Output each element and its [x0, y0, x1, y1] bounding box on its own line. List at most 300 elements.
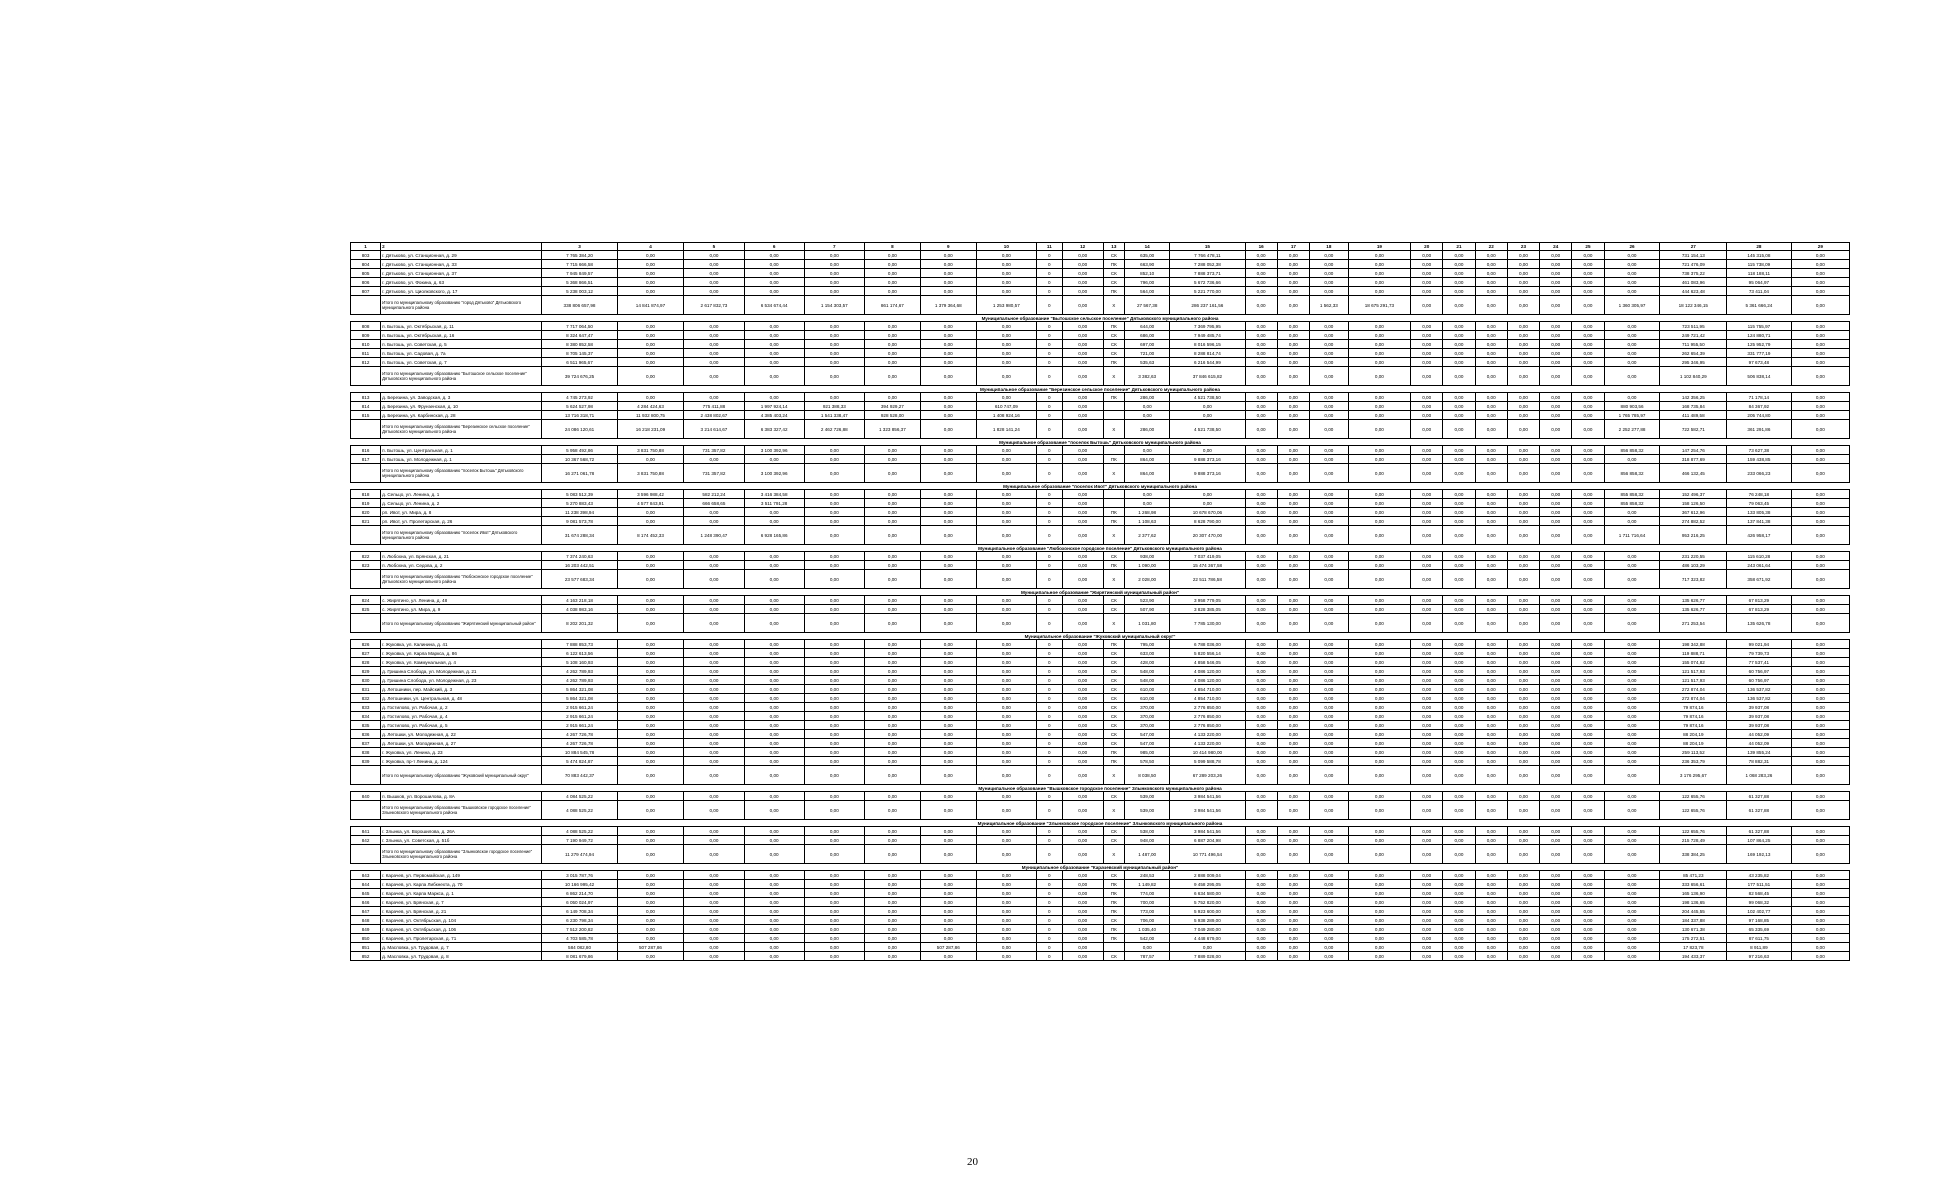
value-cell: 0,00 — [976, 517, 1036, 526]
value-cell: 0,00 — [1475, 420, 1507, 439]
value-cell: 0,00 — [976, 446, 1036, 455]
value-cell: 0,00 — [1540, 278, 1572, 287]
value-cell: 4 088 525,22 — [542, 827, 617, 836]
municipality-heading-row — [351, 864, 1850, 871]
value-cell: 0,00 — [1062, 907, 1103, 916]
value-cell: 0 — [1036, 561, 1062, 570]
value-cell: 0,00 — [920, 393, 976, 402]
value-cell: 0,00 — [1540, 766, 1572, 785]
value-cell: 0,00 — [976, 748, 1036, 757]
value-cell: 0,00 — [1310, 685, 1349, 694]
value-cell: 8 324 647,47 — [542, 331, 617, 340]
value-cell: 10 678 670,06 — [1170, 508, 1245, 517]
value-cell: 706,00 — [1125, 916, 1170, 925]
value-cell: 466 132,45 — [1660, 464, 1727, 483]
value-cell: 0,00 — [920, 251, 976, 260]
row-number-cell — [351, 526, 381, 545]
value-cell: 0,00 — [1310, 676, 1349, 685]
value-cell: 119 888,71 — [1660, 649, 1727, 658]
table-row — [351, 358, 1850, 367]
value-cell: 0,00 — [864, 367, 920, 386]
value-cell: 136 537,82 — [1727, 694, 1792, 703]
value-cell: 0,00 — [920, 658, 976, 667]
value-cell: 0,00 — [976, 907, 1036, 916]
value-cell: 0,00 — [1540, 757, 1572, 766]
value-cell: 1 541 338,47 — [804, 411, 864, 420]
table-row — [351, 508, 1850, 517]
value-cell: 0,00 — [1277, 517, 1309, 526]
value-cell: 0,00 — [1310, 952, 1349, 961]
value-cell: СК — [1103, 552, 1125, 561]
value-cell: 0,00 — [1443, 871, 1475, 880]
value-cell: 0,00 — [1443, 925, 1475, 934]
address-cell: Итого по муниципальному образованию "Злынковское городское поселение" Злынковского муниципального района — [381, 845, 542, 864]
value-cell: 0,00 — [1791, 464, 1849, 483]
value-cell: 4 267 726,78 — [542, 730, 617, 739]
value-cell: 0,00 — [976, 269, 1036, 278]
address-cell: Итого по муниципальному образованию "Бытошское сельское поселение" Дятьковского муниципального района — [381, 367, 542, 386]
value-cell: 0,00 — [1062, 287, 1103, 296]
value-cell: 0,00 — [684, 667, 744, 676]
value-cell: 0,00 — [1411, 898, 1443, 907]
value-cell: 0,00 — [684, 907, 744, 916]
value-cell: 0,00 — [1245, 730, 1277, 739]
value-cell: 0 — [1036, 605, 1062, 614]
row-number-cell: 809 — [351, 331, 381, 340]
value-cell: 0,00 — [1245, 694, 1277, 703]
value-cell: 0,00 — [864, 446, 920, 455]
table-row — [351, 649, 1850, 658]
row-number-cell: 815 — [351, 411, 381, 420]
value-cell: 5 624 527,98 — [542, 402, 617, 411]
value-cell: 0,00 — [617, 748, 684, 757]
value-cell: 0,00 — [1348, 836, 1410, 845]
value-cell: 717 323,82 — [1660, 570, 1727, 589]
value-cell: 535,63 — [1125, 358, 1170, 367]
value-cell: 0,00 — [684, 649, 744, 658]
value-cell: 0,00 — [1572, 331, 1604, 340]
value-cell: 3 596 988,42 — [617, 490, 684, 499]
value-cell: 22 — [1475, 243, 1507, 251]
value-cell: 0,00 — [1443, 712, 1475, 721]
value-cell: 0,00 — [1443, 667, 1475, 676]
value-cell: 0,00 — [1443, 757, 1475, 766]
value-cell: 0,00 — [1540, 446, 1572, 455]
value-cell: 1 154 303,57 — [804, 296, 864, 315]
value-cell: 0,00 — [1540, 570, 1572, 589]
value-cell: 0,00 — [1604, 685, 1660, 694]
value-cell: 0,00 — [1411, 278, 1443, 287]
value-cell: 4 262 789,93 — [542, 676, 617, 685]
value-cell: 723 511,95 — [1660, 322, 1727, 331]
value-cell: 0,00 — [920, 721, 976, 730]
table-row — [351, 676, 1850, 685]
value-cell: 0,00 — [1791, 880, 1849, 889]
value-cell: 82 568,45 — [1727, 889, 1792, 898]
value-cell: 0,00 — [1348, 721, 1410, 730]
value-cell: 0,00 — [1507, 331, 1539, 340]
value-cell: 0,00 — [1062, 296, 1103, 315]
value-cell: 0,00 — [1791, 845, 1849, 864]
value-cell: 0,00 — [1604, 721, 1660, 730]
value-cell: 2 915 661,24 — [542, 712, 617, 721]
value-cell: 0,00 — [1791, 269, 1849, 278]
value-cell: 272 874,04 — [1660, 694, 1727, 703]
address-cell: п. Бытошь, ул. Советская, д. 5 — [381, 340, 542, 349]
value-cell: 7 765 384,20 — [542, 251, 617, 260]
value-cell: 0,00 — [864, 393, 920, 402]
value-cell: 1 068 283,26 — [1727, 766, 1792, 785]
value-cell: 0,00 — [617, 596, 684, 605]
value-cell: 0,00 — [1170, 446, 1245, 455]
value-cell: СК — [1103, 827, 1125, 836]
value-cell: 0,00 — [1791, 490, 1849, 499]
value-cell: 4 858 546,05 — [1170, 658, 1245, 667]
value-cell: 0,00 — [1443, 393, 1475, 402]
value-cell: 0,00 — [1310, 570, 1349, 589]
value-cell: 145 315,08 — [1727, 251, 1792, 260]
value-cell: 0,00 — [1507, 801, 1539, 820]
value-cell: 0,00 — [976, 730, 1036, 739]
value-cell: 0,00 — [1277, 889, 1309, 898]
value-cell: 0,00 — [976, 766, 1036, 785]
value-cell: 0,00 — [1170, 943, 1245, 952]
value-cell: 0,00 — [1310, 925, 1349, 934]
value-cell: 0,00 — [1604, 331, 1660, 340]
value-cell: 0,00 — [744, 907, 804, 916]
value-cell: 0,00 — [1310, 331, 1349, 340]
value-cell: 1 253 980,57 — [976, 296, 1036, 315]
value-cell: 0,00 — [1411, 508, 1443, 517]
value-cell: 633,00 — [1125, 649, 1170, 658]
value-cell: 0,00 — [617, 792, 684, 801]
value-cell: 852,10 — [1125, 269, 1170, 278]
value-cell: 0,00 — [864, 880, 920, 889]
table-row — [351, 739, 1850, 748]
address-cell: 2 — [381, 243, 542, 251]
value-cell: 0,00 — [976, 943, 1036, 952]
value-cell: 5 221 770,00 — [1170, 287, 1245, 296]
table-row — [351, 836, 1850, 845]
value-cell: 0,00 — [1572, 889, 1604, 898]
value-cell: 0,00 — [1245, 358, 1277, 367]
value-cell: 0,00 — [1443, 411, 1475, 420]
municipality-heading-row — [351, 315, 1850, 322]
value-cell: 0,00 — [1475, 570, 1507, 589]
value-cell: 0,00 — [1443, 561, 1475, 570]
value-cell: 0,00 — [1540, 367, 1572, 386]
value-cell: 370,00 — [1125, 721, 1170, 730]
value-cell: 864,00 — [1125, 455, 1170, 464]
value-cell: 0,00 — [1277, 748, 1309, 757]
row-number-cell: 1 — [351, 243, 381, 251]
row-number-cell: 813 — [351, 393, 381, 402]
value-cell: 0,00 — [1411, 367, 1443, 386]
address-cell: г. Дятьково, ул. Станционная, д. 29 — [381, 251, 542, 260]
value-cell: 0,00 — [804, 455, 864, 464]
value-cell: 0,00 — [1507, 952, 1539, 961]
value-cell: 0,00 — [920, 703, 976, 712]
value-cell: 0,00 — [617, 358, 684, 367]
value-cell: СК — [1103, 916, 1125, 925]
value-cell: 0,00 — [864, 836, 920, 845]
value-cell: 0,00 — [976, 889, 1036, 898]
value-cell: 0,00 — [864, 721, 920, 730]
value-cell: 136 537,82 — [1727, 685, 1792, 694]
value-cell: 0,00 — [617, 694, 684, 703]
value-cell: 0,00 — [1475, 871, 1507, 880]
row-number-cell: 827 — [351, 649, 381, 658]
value-cell: 15 — [1170, 243, 1245, 251]
value-cell: 0,00 — [976, 916, 1036, 925]
value-cell: 0,00 — [1348, 358, 1410, 367]
address-cell: г. Жуковка, ул. Калинина, д. 41 — [381, 640, 542, 649]
value-cell: 0,00 — [1310, 943, 1349, 952]
value-cell: 0,00 — [1443, 952, 1475, 961]
value-cell: 0,00 — [1062, 827, 1103, 836]
row-number-cell: 806 — [351, 278, 381, 287]
value-cell: 0,00 — [1310, 596, 1349, 605]
address-cell: Итого по муниципальному образованию "поселок Ивот" Дятьковского муниципального района — [381, 526, 542, 545]
value-cell: 0,00 — [804, 561, 864, 570]
value-cell: СК — [1103, 667, 1125, 676]
value-cell: 0 — [1036, 757, 1062, 766]
value-cell: 0,00 — [1443, 517, 1475, 526]
value-cell: 0,00 — [684, 827, 744, 836]
table-row — [351, 411, 1850, 420]
value-cell: 159 438,85 — [1727, 455, 1792, 464]
address-cell: п. Любохна, ул. Брянская, д. 21 — [381, 552, 542, 561]
value-cell: 0,00 — [804, 658, 864, 667]
value-cell: 0,00 — [1310, 766, 1349, 785]
value-cell: 0,00 — [1604, 757, 1660, 766]
value-cell: 731 154,13 — [1660, 251, 1727, 260]
table-row — [351, 499, 1850, 508]
value-cell: 0 — [1036, 880, 1062, 889]
value-cell: 0,00 — [1604, 667, 1660, 676]
value-cell: 0,00 — [1245, 411, 1277, 420]
value-cell: 0,00 — [1411, 748, 1443, 757]
value-cell: 0,00 — [1411, 490, 1443, 499]
value-cell: 0,00 — [744, 925, 804, 934]
value-cell: 7 945 849,57 — [542, 269, 617, 278]
value-cell: 0,00 — [1062, 251, 1103, 260]
value-cell: 0,00 — [1277, 801, 1309, 820]
value-cell: 0,00 — [1572, 748, 1604, 757]
table-row — [351, 552, 1850, 561]
value-cell: 0,00 — [804, 269, 864, 278]
value-cell: 0,00 — [1245, 712, 1277, 721]
value-cell: 0,00 — [1540, 730, 1572, 739]
value-cell: 0,00 — [1791, 827, 1849, 836]
table-row — [351, 667, 1850, 676]
row-number-cell: 817 — [351, 455, 381, 464]
total-row — [351, 526, 1850, 545]
value-cell: 4 284 424,63 — [617, 402, 684, 411]
value-cell: 0,00 — [920, 952, 976, 961]
value-cell: 2 776 850,00 — [1170, 712, 1245, 721]
value-cell: 338 806 657,98 — [542, 296, 617, 315]
value-cell: 9 888 373,16 — [1170, 455, 1245, 464]
value-cell: 0,00 — [1277, 402, 1309, 411]
value-cell: 0,00 — [744, 287, 804, 296]
value-cell: Х — [1103, 526, 1125, 545]
value-cell: 0,00 — [1475, 685, 1507, 694]
value-cell: 271 253,54 — [1660, 614, 1727, 633]
value-cell: 0,00 — [1572, 420, 1604, 439]
value-cell: 0,00 — [1507, 278, 1539, 287]
value-cell: 0,00 — [920, 880, 976, 889]
value-cell: 0,00 — [684, 614, 744, 633]
value-cell: 272 874,04 — [1660, 685, 1727, 694]
value-cell: 0,00 — [920, 934, 976, 943]
municipality-heading-row — [351, 386, 1850, 393]
value-cell: 0,00 — [804, 907, 864, 916]
value-cell: 0,00 — [1411, 420, 1443, 439]
value-cell: 8 202 201,32 — [542, 614, 617, 633]
value-cell: 4 163 218,18 — [542, 596, 617, 605]
value-cell: 0,00 — [1062, 880, 1103, 889]
value-cell: 0,00 — [744, 836, 804, 845]
value-cell: 0,00 — [976, 464, 1036, 483]
value-cell: 0,00 — [1411, 730, 1443, 739]
value-cell: 0,00 — [1791, 552, 1849, 561]
value-cell: 0,00 — [1348, 676, 1410, 685]
value-cell: 700,00 — [1125, 898, 1170, 907]
value-cell: 0,00 — [1310, 889, 1349, 898]
value-cell: 0 — [1036, 287, 1062, 296]
value-cell: 205 744,80 — [1727, 411, 1792, 420]
value-cell: 0,00 — [1245, 269, 1277, 278]
value-cell: 0,00 — [920, 411, 976, 420]
value-cell: 0,00 — [1572, 278, 1604, 287]
row-number-cell: 847 — [351, 907, 381, 916]
value-cell: 0,00 — [1507, 925, 1539, 934]
value-cell: 0,00 — [684, 508, 744, 517]
value-cell: 107 864,25 — [1727, 836, 1792, 845]
value-cell: 0,00 — [804, 934, 864, 943]
value-cell: 73 627,38 — [1727, 446, 1792, 455]
value-cell: 0,00 — [1245, 748, 1277, 757]
value-cell: 0,00 — [1348, 739, 1410, 748]
value-cell: 0 — [1036, 730, 1062, 739]
value-cell: 0,00 — [1245, 703, 1277, 712]
value-cell: ПК — [1103, 934, 1125, 943]
value-cell: 7 288 052,38 — [1170, 260, 1245, 269]
value-cell: 122 655,76 — [1660, 792, 1727, 801]
value-cell: 0,00 — [1791, 925, 1849, 934]
value-cell: 0,00 — [1411, 925, 1443, 934]
table-row — [351, 757, 1850, 766]
value-cell: 0,00 — [864, 526, 920, 545]
value-cell: 5 672 736,66 — [1170, 278, 1245, 287]
value-cell: 0,00 — [1540, 925, 1572, 934]
value-cell: 0,00 — [1443, 402, 1475, 411]
value-cell: 0,00 — [1791, 251, 1849, 260]
value-cell: 0,00 — [1245, 296, 1277, 315]
value-cell: 0,00 — [1540, 721, 1572, 730]
value-cell: 0,00 — [1475, 748, 1507, 757]
value-cell: 9 — [920, 243, 976, 251]
value-cell: 0,00 — [1062, 420, 1103, 439]
value-cell: 11 279 474,94 — [542, 845, 617, 864]
value-cell: 0,00 — [1540, 871, 1572, 880]
value-cell: 0,00 — [684, 766, 744, 785]
value-cell: 133 805,38 — [1727, 508, 1792, 517]
value-cell: 0,00 — [976, 685, 1036, 694]
value-cell: 7 785 130,00 — [1170, 614, 1245, 633]
value-cell: 0,00 — [1475, 649, 1507, 658]
value-cell: 3 214 614,67 — [684, 420, 744, 439]
value-cell: 0,00 — [1245, 916, 1277, 925]
value-cell: 0,00 — [920, 508, 976, 517]
value-cell: 0,00 — [744, 508, 804, 517]
value-cell: 0,00 — [804, 925, 864, 934]
value-cell: 0,00 — [1245, 490, 1277, 499]
value-cell: 0,00 — [1475, 517, 1507, 526]
value-cell: 0,00 — [1277, 464, 1309, 483]
value-cell: 17 823,78 — [1660, 943, 1727, 952]
value-cell: 8 628 790,00 — [1170, 517, 1245, 526]
value-cell: 0,00 — [1245, 278, 1277, 287]
value-cell: 248,53 — [1125, 871, 1170, 880]
value-cell: 0 — [1036, 827, 1062, 836]
value-cell: 0,00 — [1348, 871, 1410, 880]
address-cell: г. Жуковка, ул. Ленина, д. 23 — [381, 748, 542, 757]
value-cell: 686,00 — [1125, 331, 1170, 340]
value-cell: 1 828 141,24 — [976, 420, 1036, 439]
value-cell: 0,00 — [1507, 649, 1539, 658]
value-cell: 0,00 — [1310, 517, 1349, 526]
value-cell: 2 377,62 — [1125, 526, 1170, 545]
value-cell: 0,00 — [1475, 880, 1507, 889]
value-cell: 0,00 — [1443, 490, 1475, 499]
municipality-heading-row — [351, 483, 1850, 490]
value-cell: 0,00 — [684, 712, 744, 721]
row-number-cell: 837 — [351, 739, 381, 748]
value-cell: 28 — [1727, 243, 1792, 251]
value-cell: 0,00 — [804, 605, 864, 614]
value-cell: 184 337,88 — [1660, 916, 1727, 925]
value-cell: 358 671,92 — [1727, 570, 1792, 589]
value-cell: 274 882,52 — [1660, 517, 1727, 526]
value-cell: 0,00 — [1604, 907, 1660, 916]
value-cell: 0,00 — [1245, 340, 1277, 349]
value-cell: 1 149,82 — [1125, 880, 1170, 889]
value-cell: 5 270 883,43 — [542, 499, 617, 508]
value-cell: 0,00 — [1277, 605, 1309, 614]
value-cell: 0,00 — [1507, 358, 1539, 367]
value-cell: Х — [1103, 845, 1125, 864]
value-cell: 0,00 — [1572, 287, 1604, 296]
row-number-cell: 810 — [351, 340, 381, 349]
value-cell: 0,00 — [1475, 402, 1507, 411]
value-cell: 0,00 — [1540, 490, 1572, 499]
value-cell: 0,00 — [1604, 730, 1660, 739]
row-number-cell: 804 — [351, 260, 381, 269]
value-cell: 3 416 384,58 — [744, 490, 804, 499]
value-cell: 76 248,18 — [1727, 490, 1792, 499]
value-cell: 0,00 — [1572, 739, 1604, 748]
value-cell: 0,00 — [1245, 614, 1277, 633]
value-cell: 0,00 — [1310, 446, 1349, 455]
value-cell: 0,00 — [1277, 916, 1309, 925]
address-cell: г. Карачев, ул. Карла Либкнехта, д. 70 — [381, 880, 542, 889]
value-cell: 0,00 — [744, 880, 804, 889]
value-cell: 0,00 — [1062, 499, 1103, 508]
value-cell: 0,00 — [684, 596, 744, 605]
value-cell: 0,00 — [684, 552, 744, 561]
